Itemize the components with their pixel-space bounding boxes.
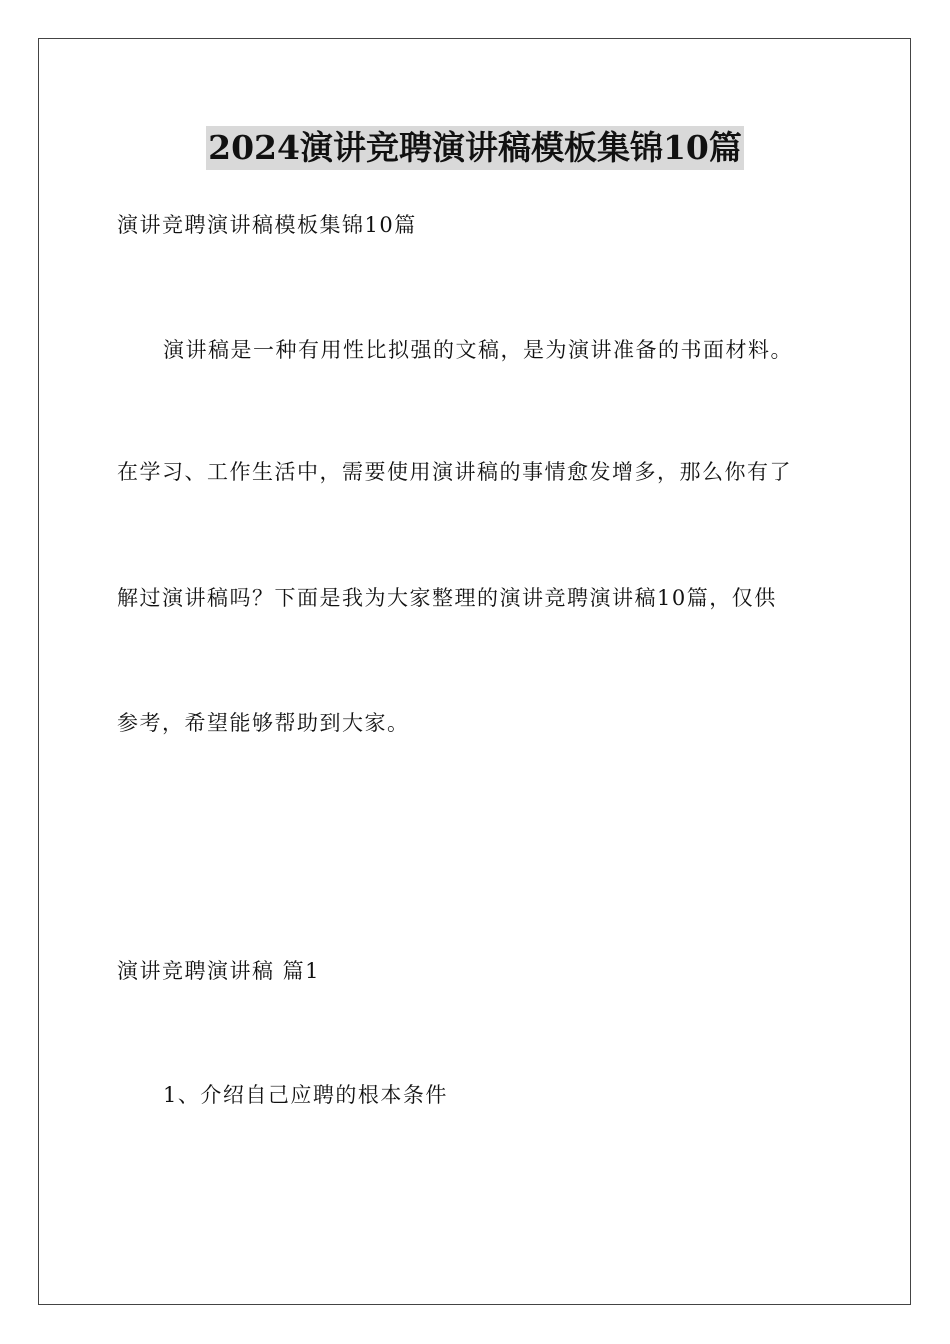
paragraph-line-3: 解过演讲稿吗？下面是我为大家整理的演讲竞聘演讲稿10篇，仅供 (117, 586, 777, 610)
list-item: 1、介绍自己应聘的根本条件 (163, 1083, 448, 1107)
paragraph-line-2: 在学习、工作生活中，需要使用演讲稿的事情愈发增多，那么你有了 (117, 460, 792, 484)
paragraph-line-4: 参考，希望能够帮助到大家。 (117, 711, 410, 735)
document-title: 2024演讲竞聘演讲稿模板集锦10篇 (206, 126, 744, 170)
paragraph-line-1: 演讲稿是一种有用性比拟强的文稿，是为演讲准备的书面材料。 (163, 338, 793, 362)
section-heading: 演讲竞聘演讲稿 篇1 (117, 959, 321, 983)
document-subtitle: 演讲竞聘演讲稿模板集锦10篇 (117, 213, 417, 237)
title-container (0, 126, 950, 170)
